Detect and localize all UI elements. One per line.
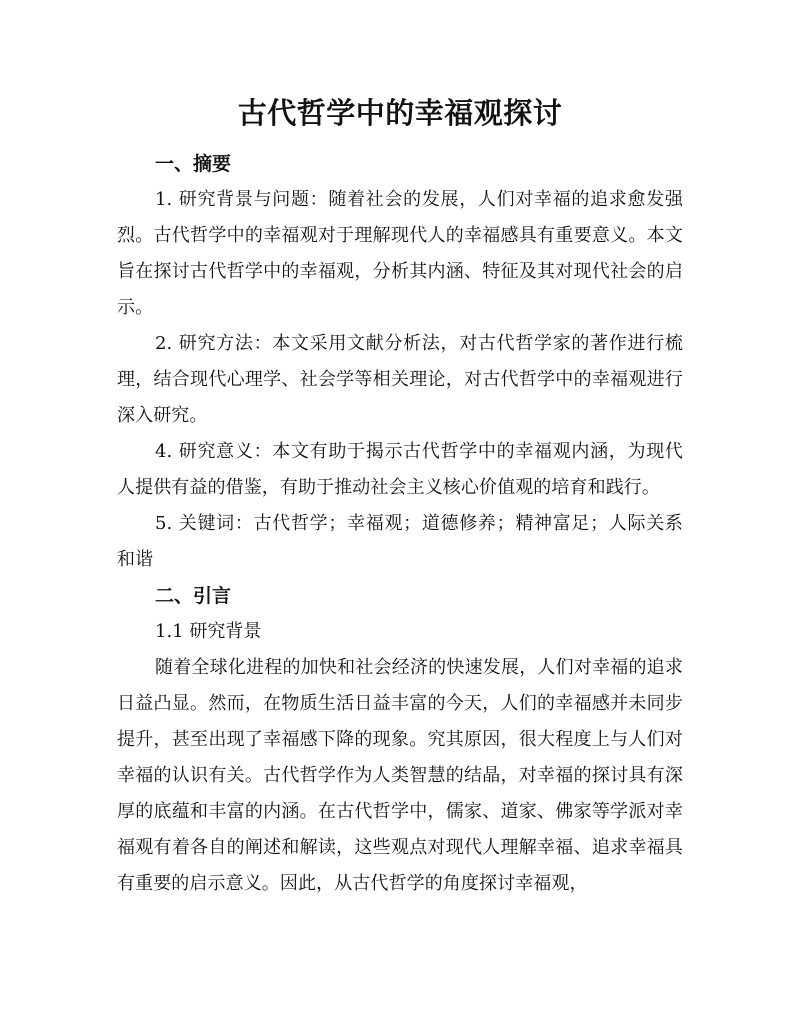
abstract-item-background: 1. 研究背景与问题：随着社会的发展，人们对幸福的追求愈发强烈。古代哲学中的幸福观对于理解现代人的幸福感具有重要意义。本文旨在探讨古代哲学中的幸福观，分析其内涵、特征及其对现代社会的启示。 xyxy=(117,189,683,318)
abstract-item-significance: 4. 研究意义：本文有助于揭示古代哲学中的幸福观内涵，为现代人提供有益的借鉴，有助于推动社会主义核心价值观的培育和践行。 xyxy=(117,441,683,498)
introduction-section xyxy=(117,578,683,902)
subsection-heading-background: 1.1 研究背景 xyxy=(155,621,262,642)
abstract-item-keywords: 5. 关键词：古代哲学；幸福观；道德修养；精神富足；人际关系和谐 xyxy=(117,513,683,570)
abstract-section xyxy=(117,146,683,578)
section-heading-introduction: 二、引言 xyxy=(155,585,232,607)
abstract-item-method: 2. 研究方法：本文采用文献分析法，对古代哲学家的著作进行梳理，结合现代心理学、社会学等相关理论，对古代哲学中的幸福观进行深入研究。 xyxy=(117,333,683,426)
section-heading-abstract: 一、摘要 xyxy=(155,153,232,175)
document-title: 古代哲学中的幸福观探讨 xyxy=(237,96,563,130)
introduction-paragraph: 随着全球化进程的加快和社会经济的快速发展，人们对幸福的追求日益凸显。然而，在物质生活日益丰富的今天，人们的幸福感并未同步提升，甚至出现了幸福感下降的现象。究其原因，很大程度上与人们对幸福的认识有关。古代哲学作为人类智慧的结晶，对幸福的探讨具有深厚的底蕴和丰富的内涵。在古代哲学中，儒家、道家、佛家等学派对幸福观有着各自的阐述和解读，这些观点对现代人理解幸福、追求幸福具有重要的启示意义。因此，从古代哲学的角度探讨幸福观， xyxy=(117,657,683,894)
document-page xyxy=(117,88,683,902)
